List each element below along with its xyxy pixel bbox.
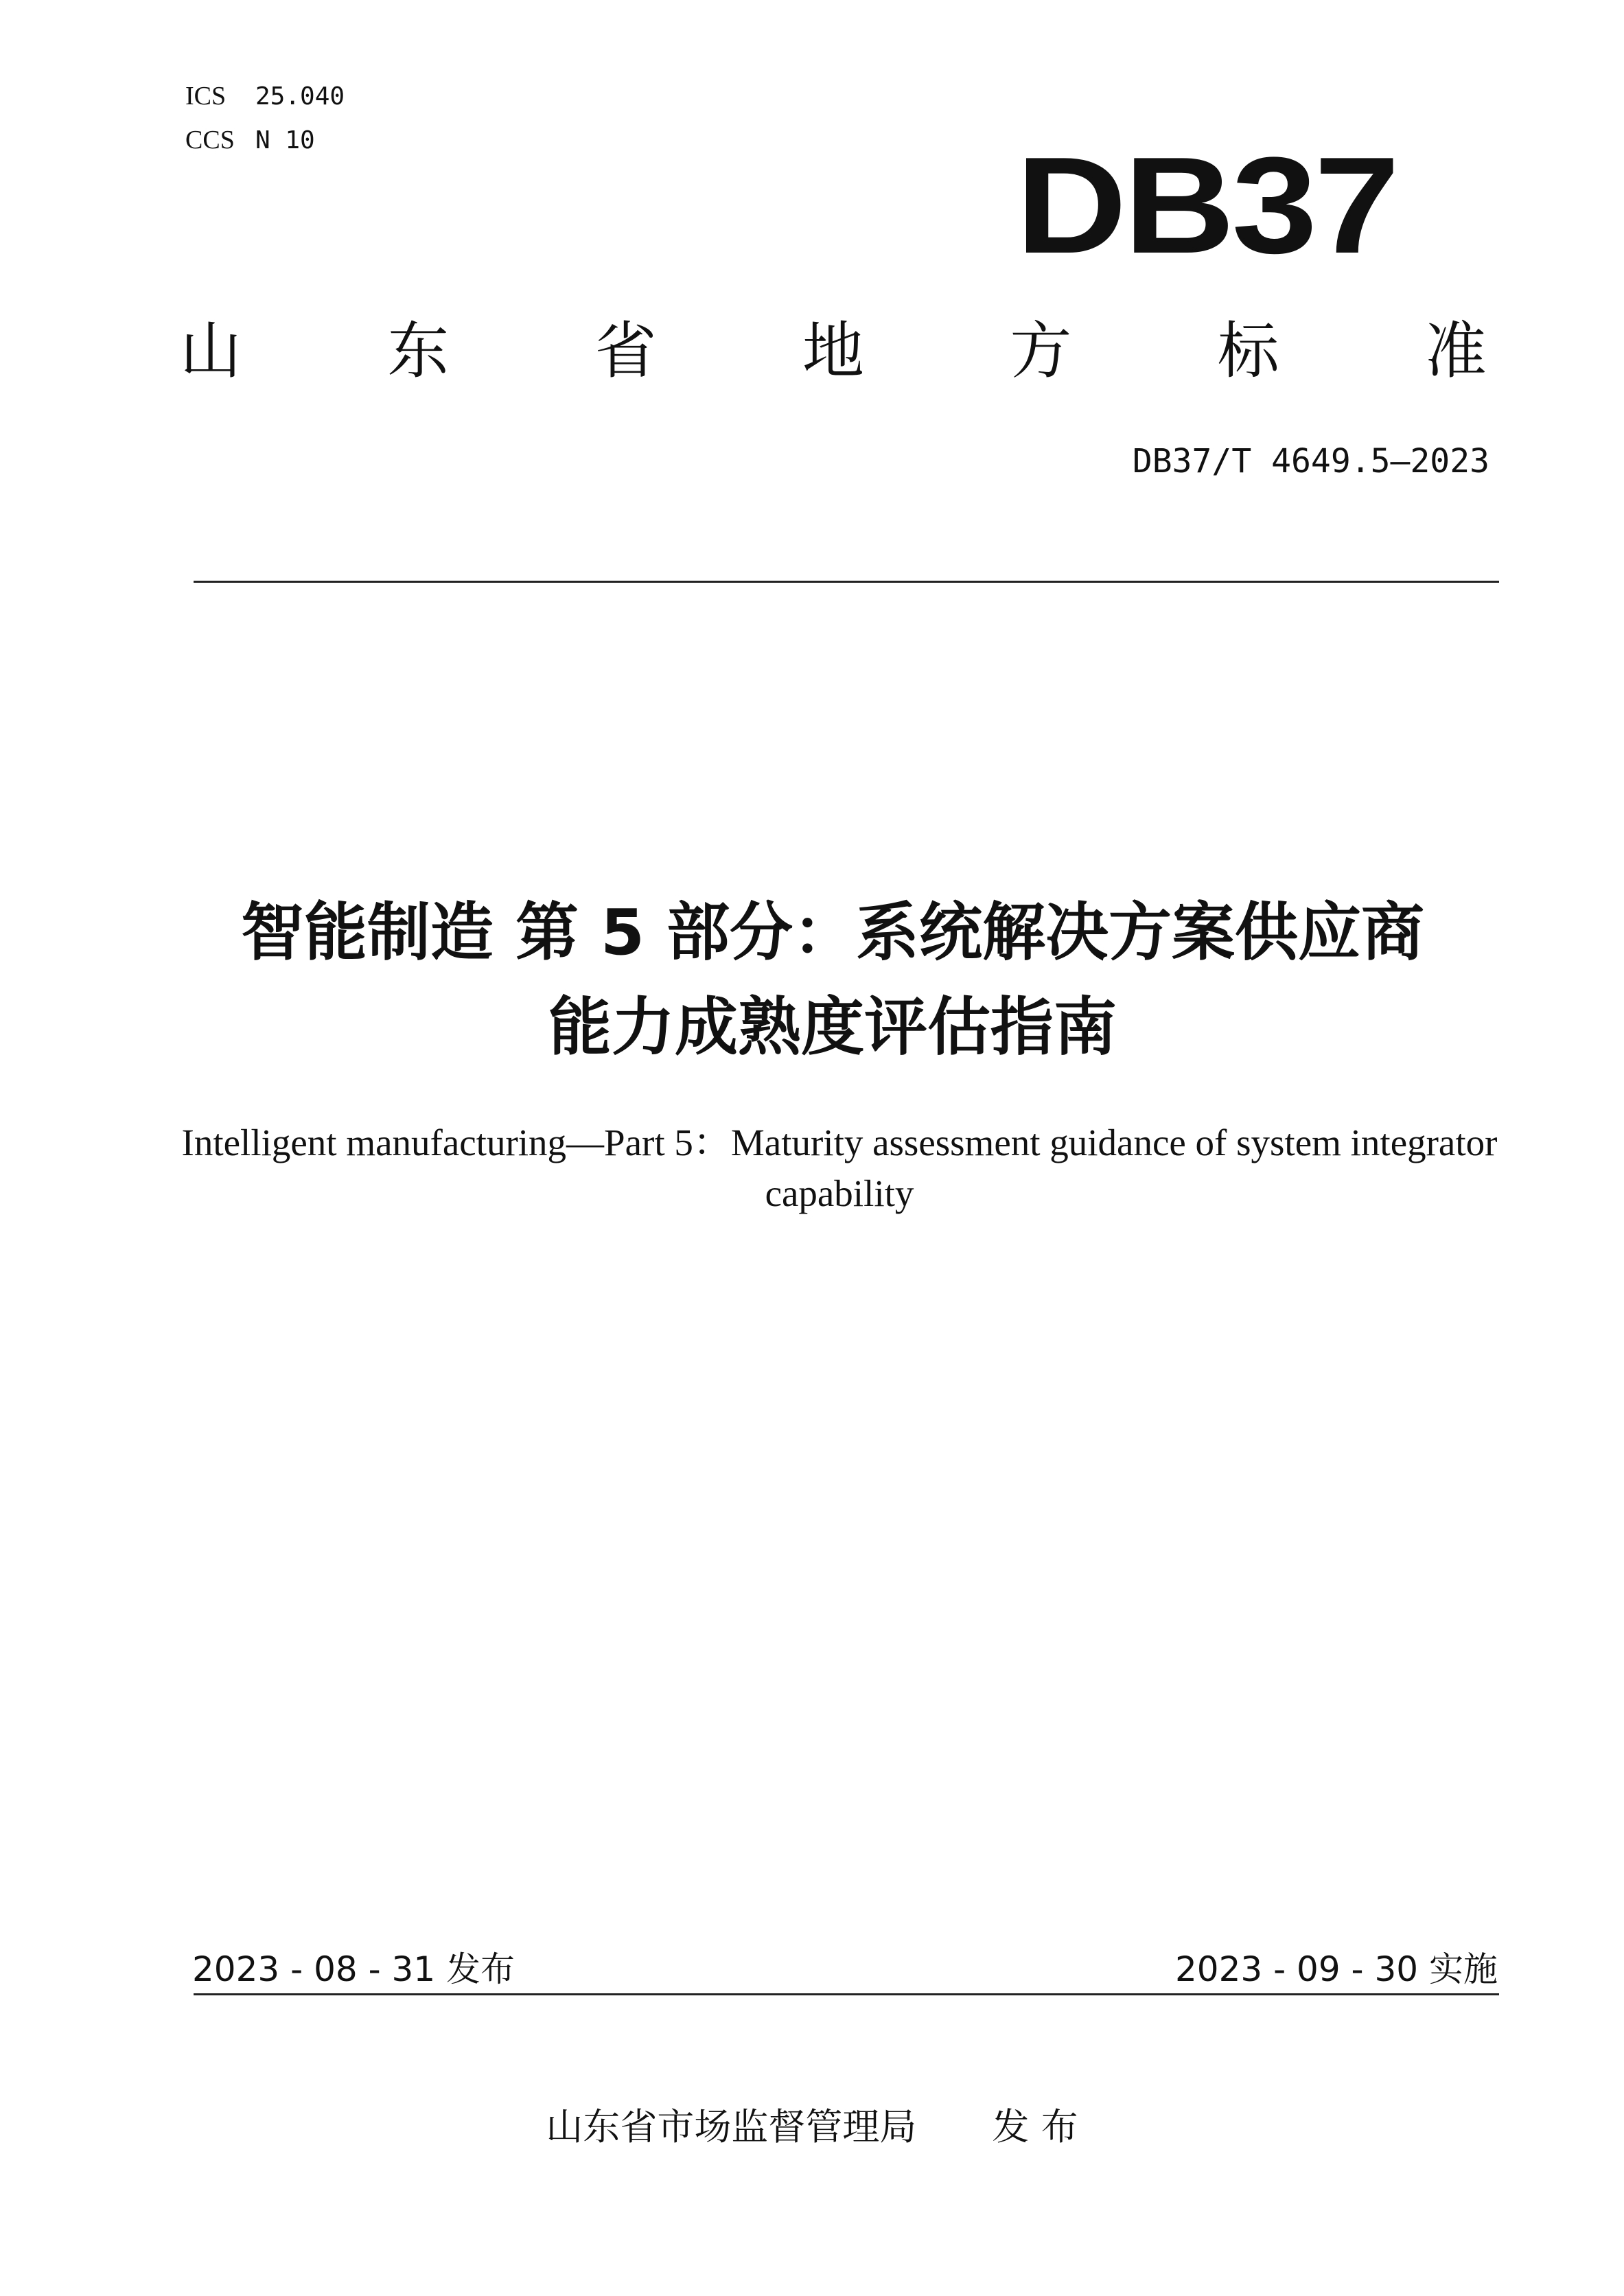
ics-label: ICS	[185, 82, 227, 111]
ics-value: 25.040	[255, 82, 345, 111]
issue-date: 2023 - 08 - 31 发布	[192, 1949, 515, 1989]
english-title-line-1: Intelligent manufacturing—Part 5：Maturity assessment guidance of system integrator	[181, 1122, 1498, 1163]
implementation-date: 2023 - 09 - 30 实施	[1174, 1949, 1498, 1989]
classification-codes	[185, 74, 345, 162]
category-char: 地	[802, 315, 864, 387]
ics-code	[185, 74, 345, 118]
issuer-name: 山东省市场监督管理局	[546, 2105, 917, 2148]
standard-number: DB37/T 4649.5—2023	[1132, 442, 1489, 480]
category-char: 东	[387, 315, 450, 387]
category-char: 方	[1010, 315, 1072, 387]
chinese-title-line-1: 智能制造 第 5 部分：系统解决方案供应商	[240, 896, 1425, 969]
ccs-code	[185, 118, 345, 162]
db37-logo: DB37	[1016, 129, 1397, 282]
english-title	[158, 1117, 1521, 1219]
ccs-label: CCS	[185, 126, 235, 154]
category-char: 省	[594, 315, 657, 387]
category-char: 准	[1424, 315, 1487, 387]
category-char: 山	[180, 315, 242, 387]
chinese-title-line-2: 能力成熟度评估指南	[548, 990, 1117, 1064]
ccs-value: N 10	[255, 126, 315, 154]
standard-category-heading	[180, 317, 1487, 386]
bottom-divider	[194, 1993, 1499, 1995]
issuer-action: 发 布	[992, 2105, 1078, 2148]
english-title-line-2: capability	[765, 1172, 914, 1214]
chinese-title	[137, 885, 1528, 1075]
issuing-authority	[0, 2103, 1624, 2151]
category-char: 标	[1217, 315, 1279, 387]
top-divider	[194, 581, 1499, 583]
